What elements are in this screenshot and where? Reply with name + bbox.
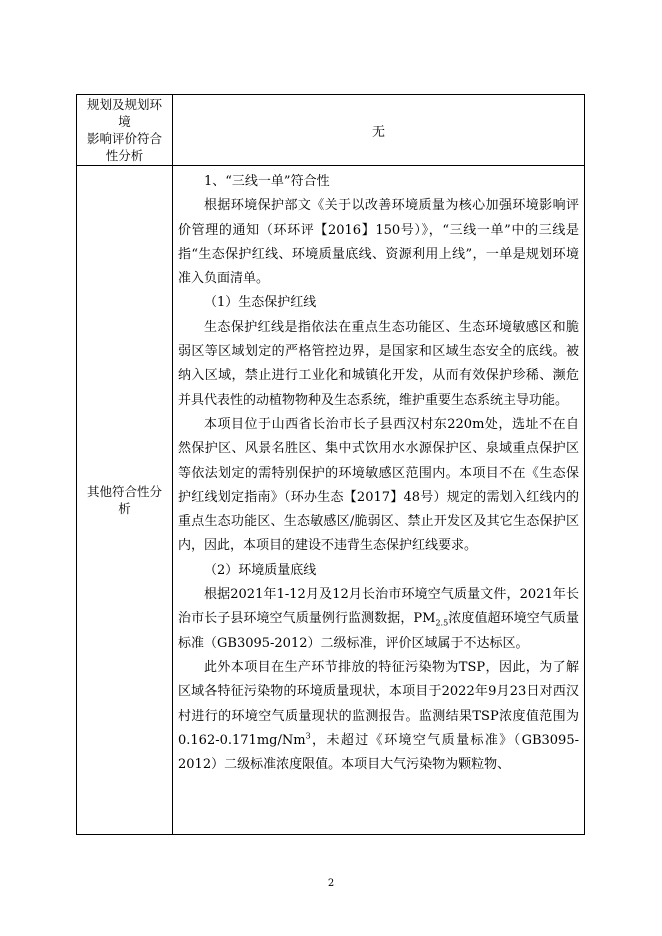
paragraph-three-lines-heading: 1、“三线一单”符合性: [204, 174, 330, 189]
paragraph-three-lines-definition: 根据环境保护部文《关于以改善环境质量为核心加强环境影响评价管理的通知（环环评【2016】150号）》，“三线一单”中的三线是指“生态保护红线、环境质量底线、资源利用上线”，一单是规划环境准入负面清单。: [178, 198, 579, 287]
other-compliance-label-line-2: 析: [118, 501, 131, 516]
paragraph-ecological-redline-definition: 生态保护红线是指依法在重点生态功能区、生态环境敏感区和脆弱区等区域划定的严格管控边界，是国家和区域生态安全的底线。被纳入区域，禁止进行工业化和城镇化开发，从而有效保护珍稀、濒危并具代表性的动植物物种及生态系统，维护重要生态系统主导功能。: [178, 319, 579, 408]
other-compliance-content-cell: [173, 166, 585, 835]
table-row-other-compliance: [77, 166, 585, 835]
pm-subscript: 2.5: [435, 618, 449, 628]
paragraph-air-quality-data: [178, 583, 579, 656]
planning-label-line-1: 规划及规划环境: [86, 97, 162, 129]
unit-superscript: 3: [305, 731, 311, 741]
planning-label-line-3: 性分析: [105, 148, 144, 163]
air-quality-text-b: 浓度值超环境空气质量标准（GB3095-2012）二级标准，评价区域属于不达标区。: [178, 611, 579, 651]
planning-label-line-2: 影响评价符合: [86, 131, 162, 146]
tsp-text-a: 此外本项目在生产环节排放的特征污染物为TSP，因此，为了解区域各特征污染物的环境质量现状，本项目于2022年9月23日对西汉村进行的环境空气质量现状的监测报告。监测结果TSP浓度值范围为0.162-0.171mg/Nm: [178, 659, 579, 748]
other-compliance-label-cell: [77, 166, 173, 835]
paragraph-tsp-monitoring: [178, 656, 579, 777]
air-quality-text-a: 根据2021年1-12月及12月长治市环境空气质量文件，2021年长治市长子县环境空气质量例行监测数据，PM: [178, 587, 579, 627]
other-compliance-label-line-1: 其他符合性分: [86, 484, 162, 499]
planning-content-cell: 无: [173, 95, 585, 166]
document-table: [76, 94, 585, 835]
paragraph-environmental-quality-heading: （2）环境质量底线: [204, 562, 317, 578]
page-number: 2: [327, 878, 335, 889]
table-row-planning: [77, 95, 585, 166]
paragraph-project-location: 本项目位于山西省长治市长子县西汉村东220m处，选址不在自然保护区、风景名胜区、集中式饮用水水源保护区、泉域重点保护区等依法划定的需特别保护的环境敏感区范围内。本项目不在《生态保护红线划定指南》（环办生态【2017】48号）规定的需划入红线内的重点生态功能区、生态敏感区/脆弱区、禁止开发区及其它生态保护区内，因此，本项目的建设不违背生态保护红线要求。: [178, 416, 579, 554]
paragraph-ecological-redline-heading: （1）生态保护红线: [204, 295, 317, 311]
tsp-text-b: ，未超过《环境空气质量标准》（GB3095-2012）二级标准浓度限值。本项目大气污染物为颗粒物、: [178, 732, 579, 773]
planning-label-cell: [77, 95, 173, 166]
